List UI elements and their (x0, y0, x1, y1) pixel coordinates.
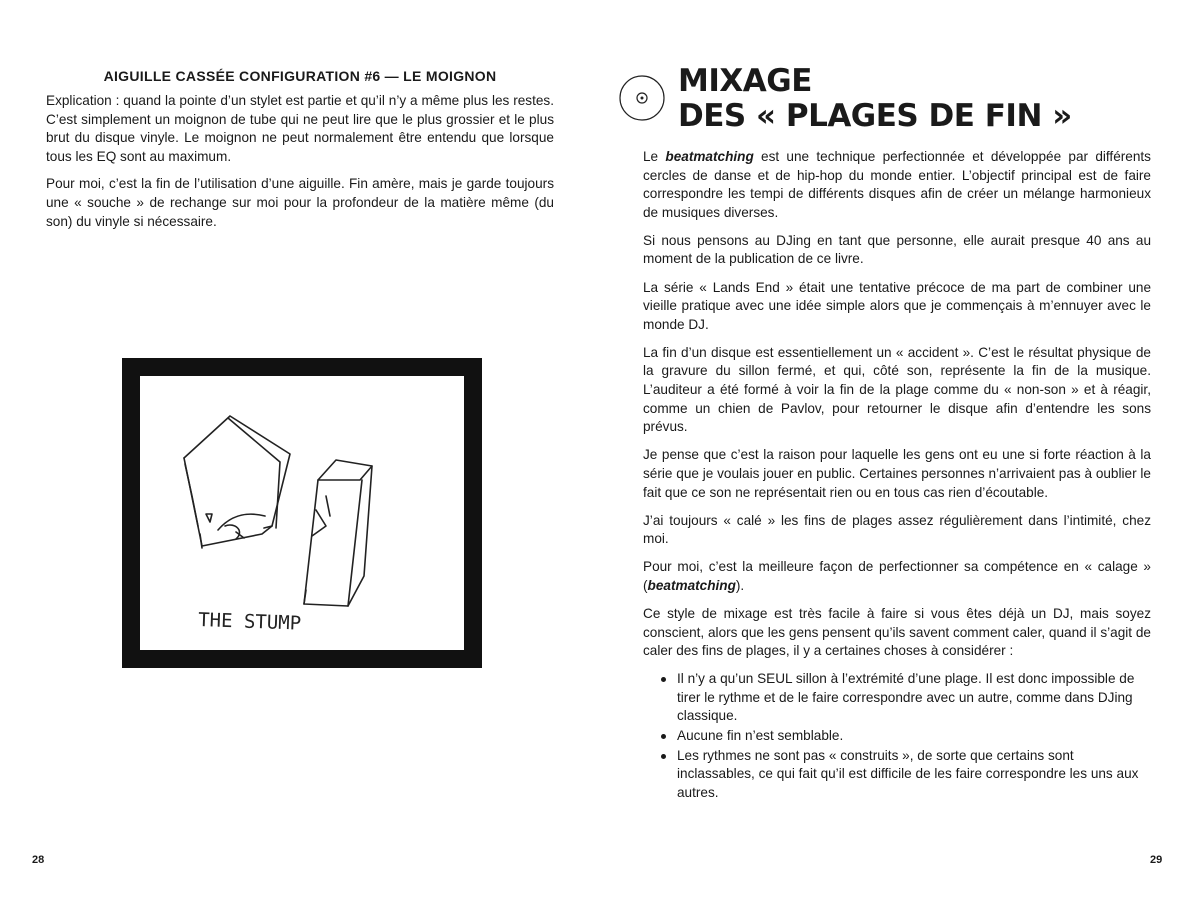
paragraph: Le beatmatching est une technique perfectionnée et développée par différents cercles de danse et de hip-hop du monde entier. L’objectif principal est de faire correspondre les tempi de différents disques afin de créer un mélange harmonieux de musiques diverses. (643, 149, 1151, 220)
paragraph: Pour moi, c’est la fin de l’utilisation d’une aiguille. Fin amère, mais je garde toujours une « souche » de rechange sur moi pour la profondeur de la matière même (du son) du vinyle si nécessaire. (46, 176, 554, 229)
stump-drawing (140, 376, 464, 650)
section-heading: AIGUILLE CASSÉE CONFIGURATION #6 — LE MOIGNON (103, 68, 497, 84)
title-line-1: MIXAGE (678, 63, 812, 99)
bullet-icon (661, 754, 666, 759)
vinyl-record-icon (619, 75, 665, 121)
paragraph: J’ai toujours « calé » les fins de plages assez régulièrement dans l’intimité, chez moi. (643, 512, 1151, 547)
list-item: Aucune fin n’est semblable. (677, 727, 1151, 746)
stump-sketch-figure (122, 358, 482, 668)
paragraph: La série « Lands End » était une tentative précoce de ma part de combiner une vieille pratique avec une idée simple alors que je commençais à m’ennuyer avec le monde DJ. (643, 279, 1151, 332)
page-title (678, 64, 1072, 134)
left-body-text (46, 92, 554, 240)
paragraph: La fin d’un disque est essentiellement un « accident ». C’est le résultat physique de la gravure du sillon fermé, et qui, côté son, représente la fin de la musique. L’auditeur a été formé à voir la fin de la plage comme du « non-son » et à réagir, comme un chien de Pavlov, pour retourner le disque afin d’entendre les sons prévus. (643, 344, 1151, 435)
paragraph: Ce style de mixage est très facile à faire si vous êtes déjà un DJ, mais soyez conscient, alors que les gens pensent qu’ils savent comment caler, quand il s’agit de caler des fins de plages, il y a certaines choses à considérer : (643, 605, 1151, 659)
page-number: 29 (1150, 854, 1163, 866)
handwritten-caption: THE STUMP (197, 609, 302, 635)
paragraph: Pour moi, c’est la meilleure façon de perfectionner sa compétence en « calage » (beatmatching). (643, 559, 1151, 593)
paragraph: Si nous pensons au DJing en tant que personne, elle aurait presque 40 ans au moment de la publication de ce livre. (643, 232, 1151, 267)
page-number: 28 (32, 854, 45, 866)
paragraph: Explication : quand la pointe d’un stylet est partie et qu’il n’y a même plus les restes. C’est simplement un moignon de tube qui ne peut lire que le plus grossier et le plus brut du disque vinyle. Le moignon ne peut normalement être entendu que lorsque tous les EQ sont au maximum. (46, 93, 554, 164)
list-item: Il n’y a qu’un SEUL sillon à l’extrémité d’une plage. Il est donc impossible de tirer le rythme et de le faire correspondre avec un autre, comme dans DJing classique. (677, 670, 1151, 726)
paragraph: Je pense que c’est la raison pour laquelle les gens ont eu une si forte réaction à la série que je voulais jouer en public. Certaines personnes n’arrivaient pas à oublier le fait que ce son ne représentait rien ou en tous cas rien d’écoutable. (643, 447, 1151, 500)
bullet-icon (661, 734, 666, 739)
bullet-list (643, 670, 1151, 802)
sketch-canvas (140, 376, 464, 650)
list-item: Les rythmes ne sont pas « construits », de sorte que certains sont inclassables, ce qui fait qu’il est difficile de les faire correspondre les uns aux autres. (677, 747, 1151, 803)
right-body-text (643, 148, 1151, 803)
title-line-2: DES « PLAGES DE FIN » (678, 98, 1072, 134)
bullet-icon (661, 677, 666, 682)
right-page (598, 0, 1196, 912)
